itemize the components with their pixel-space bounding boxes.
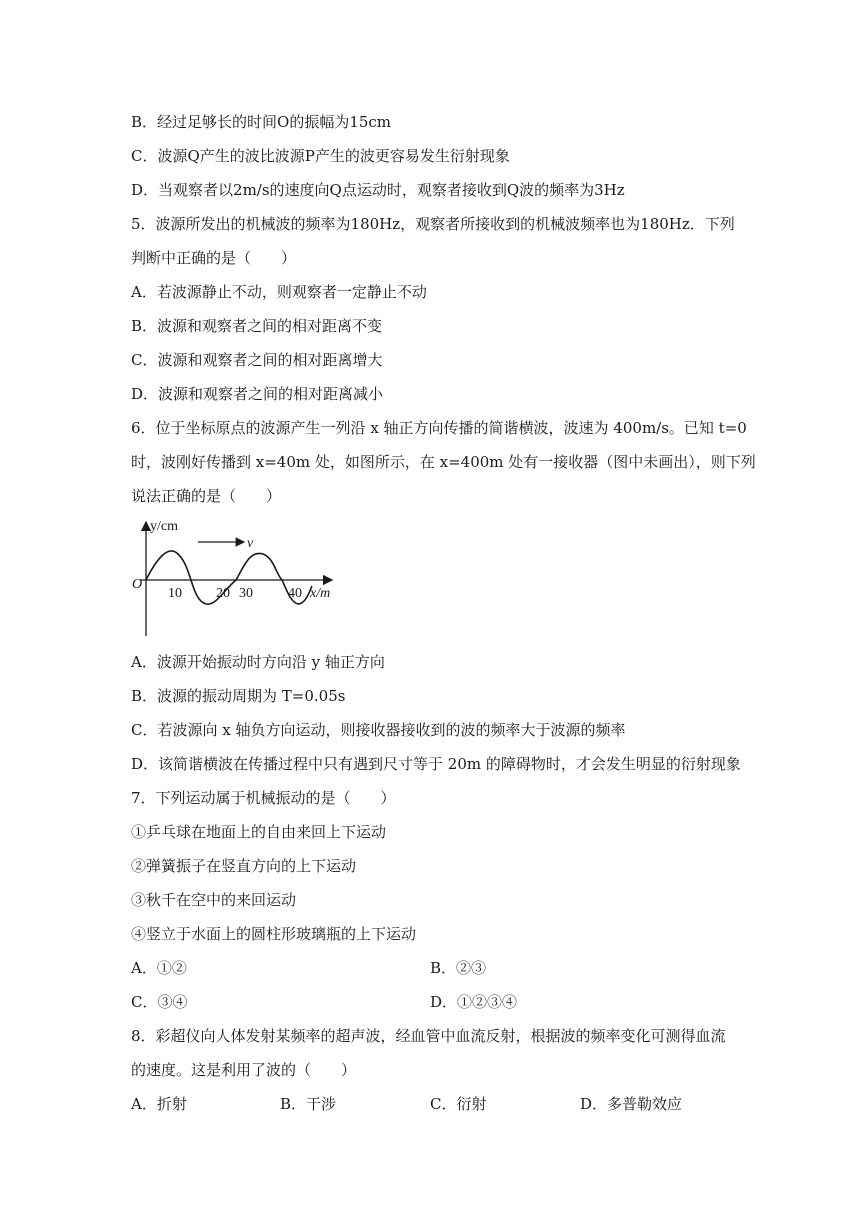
q6-stem-line1: 6．位于坐标原点的波源产生一列沿 x 轴正方向传播的简谐横波，波速为 400m/s。已知 t=0: [131, 419, 747, 437]
tick-label-10: 10: [168, 586, 182, 601]
q7-option-b: B．②③: [430, 959, 487, 977]
q7-item-4: ④竖立于水面上的圆柱形玻璃瓶的上下运动: [131, 925, 417, 943]
tick-label-30: 30: [239, 586, 253, 601]
origin-label: O: [132, 577, 143, 592]
x-axis-label: x/m: [310, 586, 331, 601]
q7-item-1: ①乒乓球在地面上的自由来回上下运动: [131, 823, 387, 841]
q5-option-c: C．波源和观察者之间的相对距离增大: [131, 351, 383, 369]
q6-stem-line3: 说法正确的是（ ）: [131, 487, 282, 505]
q5-option-d: D．波源和观察者之间的相对距离减小: [131, 385, 384, 403]
q6-stem-line2: 时，波刚好传播到 x=40m 处，如图所示，在 x=400m 处有一接收器（图中未画出），则下列: [131, 453, 756, 471]
q7-stem: 7．下列运动属于机械振动的是（ ）: [131, 789, 396, 807]
q8-option-d: D．多普勒效应: [580, 1095, 683, 1113]
q6-option-c: C．若波源向 x 轴负方向运动，则接收器接收到的波的频率大于波源的频率: [131, 721, 626, 739]
q4-option-c: C．波源Q产生的波比波源P产生的波更容易发生衍射现象: [131, 147, 510, 165]
q8-option-c: C．衍射: [430, 1095, 487, 1113]
wave-diagram: [128, 516, 338, 640]
q5-stem-line2: 判断中正确的是（ ）: [131, 249, 297, 267]
tick-label-40: 40: [288, 586, 302, 601]
q6-option-d: D．该简谐横波在传播过程中只有遇到尺寸等于 20m 的障碍物时，才会发生明显的衍射现象: [131, 755, 741, 773]
velocity-label: v: [247, 536, 254, 551]
q6-option-a: A．波源开始振动时方向沿 y 轴正方向: [131, 653, 385, 671]
q5-option-a: A．若波源静止不动，则观察者一定静止不动: [131, 283, 427, 301]
q8-option-a: A．折射: [131, 1095, 187, 1113]
q5-stem-line1: 5．波源所发出的机械波的频率为180Hz，观察者所接收到的机械波频率也为180Hz．下列: [131, 215, 735, 233]
q7-item-3: ③秋千在空中的来回运动: [131, 891, 297, 909]
q7-option-d: D．①②③④: [430, 993, 518, 1011]
q4-option-b: B．经过足够长的时间O的振幅为15cm: [131, 113, 392, 131]
q5-option-b: B．波源和观察者之间的相对距离不变: [131, 317, 383, 335]
q4-option-d: D．当观察者以2m/s的速度向Q点运动时，观察者接收到Q波的频率为3Hz: [131, 181, 625, 199]
q7-item-2: ②弹簧振子在竖直方向的上下运动: [131, 857, 357, 875]
q7-option-a: A．①②: [131, 959, 187, 977]
q6-option-b: B．波源的振动周期为 T=0.05s: [131, 687, 346, 705]
q8-stem-line1: 8．彩超仪向人体发射某频率的超声波，经血管中血流反射，根据波的频率变化可测得血流: [131, 1027, 726, 1045]
q7-option-c: C．③④: [131, 993, 188, 1011]
tick-label-20: 20: [216, 586, 230, 601]
y-axis-label: y/cm: [150, 519, 178, 534]
q8-stem-line2: 的速度。这是利用了波的（ ）: [131, 1061, 357, 1079]
q8-option-b: B．干涉: [280, 1095, 337, 1113]
wave-figure: [128, 516, 338, 640]
